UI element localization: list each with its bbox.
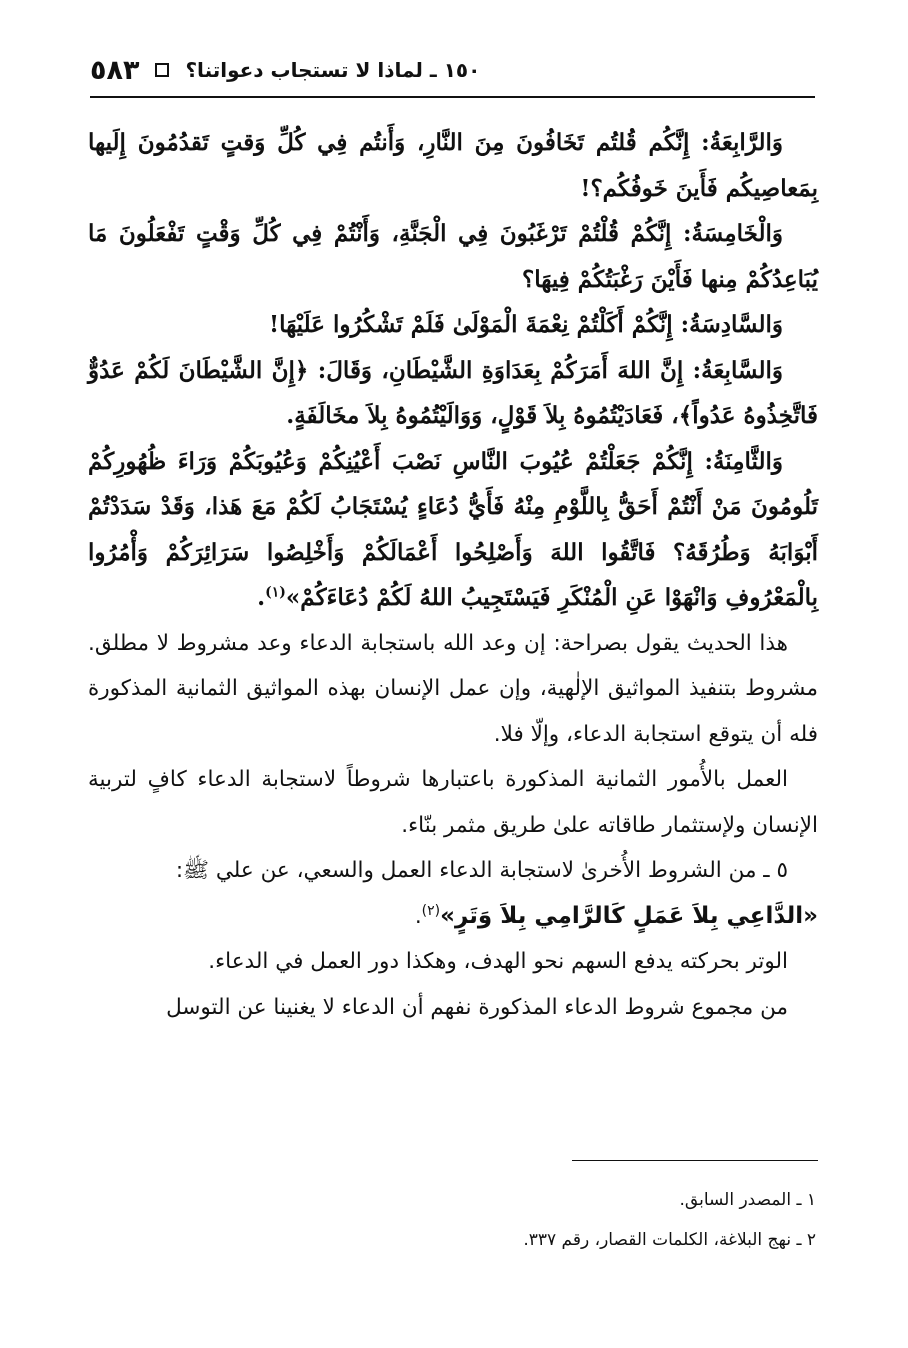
hadith-paragraph-fourth [88, 120, 818, 211]
commentary-paragraph-2: العمل بالأُمور الثمانية المذكورة باعتبارها شروطاً لاستجابة الدعاء كافٍ لتربية الإنسان ولإستثمار طاقاته علىٰ طريق مثمر بنّاء. [88, 767, 818, 838]
footnote-1: ١ ـ المصدر السابق. [679, 1190, 816, 1210]
footnote-2: ٢ ـ نهج البلاغة، الكلمات القصار، رقم ٣٣٧. [523, 1230, 816, 1250]
page-number: ٥٨٣ [90, 54, 140, 86]
seventh-text: إِنَّ اللهَ أَمَرَكُمْ بِعَدَاوَةِ الشَّيْطَانِ، وَقَالَ: ﴿إِنَّ الشَّيْطَانَ لَكُمْ عَدُوٌّ فَاتَّخِذُوهُ عَدُواً﴾، فَعَادَيْتُمُوهُ بِلاَ قَوْلٍ، وَوَالَيْتُمُوهُ بِلاَ مخَالَفَةٍ. [88, 356, 818, 429]
commentary-paragraph-5: من مجموع شروط الدعاء المذكورة نفهم أن الدعاء لا يغنينا عن التوسل [166, 994, 788, 1020]
fifth-text: إِنَّكُمْ قُلْتُمْ تَرْغَبُونَ فِي الْجَنَّةِ، وَأَنْتُمْ فِي كُلِّ وَقْتٍ تَفْعَلُونَ مَا يُبَاعِدُكُمْ مِنها فَأَيْنَ رَغْبَتُكُمْ فِيهَا؟ [88, 220, 818, 293]
hadith-paragraph-fifth [88, 211, 818, 302]
footnote-marker-1: (١) [265, 584, 286, 601]
eighth-label: وَالثَّامِنَةُ: [704, 447, 783, 475]
commentary-paragraph-3: ٥ ـ من الشروط الأُخرىٰ لاستجابة الدعاء العمل والسعي، عن علي ﷺ: «الدَّاعِي بِلاَ عَمَلٍ كَالرَّامِي بِلاَ وَتَرٍ»$^{(٢)}$. [175, 858, 818, 929]
fourth-text: إِنَّكُم قُلتُم تَخَافُونَ مِنَ النَّارِ، وَأَنتُم فِي كُلِّ وَقتٍ تَقدُمُونَ إِلَيها بِمَعاصِيكُم فَأَينَ خَوفُكُم؟! [88, 129, 818, 202]
seventh-label: وَالسَّابِعَةُ: [692, 356, 783, 384]
running-header [90, 46, 815, 98]
fourth-label: وَالرَّابِعَةُ: [701, 129, 783, 156]
footnotes [96, 1180, 816, 1260]
commentary-paragraph-1: هذا الحديث يقول بصراحة: إن وعد الله باستجابة الدعاء وعد مشروط لا مطلق. مشروط بتنفيذ المواثيق الإلٰهية، وإن عمل الإنسان بهذه المواثيق الثمانية المذكورة فله أن يتوقع استجابة الدعاء، وإلّا فلا. [88, 630, 818, 747]
commentary-paragraph-4: الوتر بحركته يدفع السهم نحو الهدف، وهكذا دور العمل في الدعاء. [208, 949, 788, 974]
footnote-marker-2: (٢) [421, 902, 441, 919]
chapter-title: ١٥٠ ـ لماذا لا تستجاب دعواتنا؟ [185, 58, 481, 82]
main-text [88, 120, 818, 1030]
sixth-text: إِنَّكُمْ أَكَلْتُمْ نِعْمَةَ الْمَوْلَىٰ فَلَمْ تَشْكُرُوا عَلَيْهَا! [268, 311, 673, 338]
hadith-paragraph-sixth [88, 302, 818, 348]
header-row [90, 54, 815, 86]
condition-five-quote: «الدَّاعِي بِلاَ عَمَلٍ كَالرَّامِي بِلاَ وَتَرٍ» [440, 902, 818, 929]
hadith-paragraph-seventh [88, 348, 818, 439]
square-separator-icon [155, 63, 169, 77]
condition-five-intro: ٥ ـ من الشروط الأُخرىٰ لاستجابة الدعاء العمل والسعي، عن علي ﷺ: [175, 858, 788, 883]
sixth-label: وَالسَّادِسَةُ: [680, 311, 783, 338]
hadith-paragraph-eighth: وَالثَّامِنَةُ: إِنَّكُمْ جَعَلْتُمْ عُيُوبَ النَّاسِ نَصْبَ أَعْيُنِكُمْ وَعُيُوبَكُمْ وَرَاءَ ظُهُورِكُمْ تَلُومُونَ مَنْ أَنْتُمْ أَحَقُّ بِاللَّوْمِ مِنْهُ فَأَيُّ دُعَاءٍ يُسْتَجَابُ لَكُمْ مَعَ هَذا، وَقَدْ سَدَدْتُمْ أَبْوَابَهُ وَطُرُقَهُ؟ فَاتَّقُوا اللهَ وَأَصْلِحُوا أَعْمَالَكُمْ وَأَخْلِصُوا سَرَائِرَكُمْ وَأْمُرُوا بِالْمَعْرُوفِ وَانْهَوْا عَنِ الْمُنْكَرِ فَيَسْتَجِيبُ اللهُ لَكُمْ دُعَاءَكُمْ»$^{(١)}$. [88, 447, 818, 611]
footnote-divider [572, 1160, 818, 1161]
fifth-label: وَالْخَامِسَةُ: [682, 220, 783, 247]
eighth-text: إِنَّكُمْ جَعَلْتُمْ عُيُوبَ النَّاسِ نَصْبَ أَعْيُنِكُمْ وَعُيُوبَكُمْ وَرَاءَ ظُهُورِكُمْ تَلُومُونَ مَنْ أَنْتُمْ أَحَقُّ بِاللَّوْمِ مِنْهُ فَأَيُّ دُعَاءٍ يُسْتَجَابُ لَكُمْ مَعَ هَذا، وَقَدْ سَدَدْتُمْ أَبْوَابَهُ وَطُرُقَهُ؟ فَاتَّقُوا اللهَ وَأَصْلِحُوا أَعْمَالَكُمْ وَأَخْلِصُوا سَرَائِرَكُمْ وَأْمُرُوا بِالْمَعْرُوفِ وَانْهَوْا عَنِ الْمُنْكَرِ فَيَسْتَجِيبُ اللهُ لَكُمْ دُعَاءَكُمْ» [88, 447, 818, 611]
